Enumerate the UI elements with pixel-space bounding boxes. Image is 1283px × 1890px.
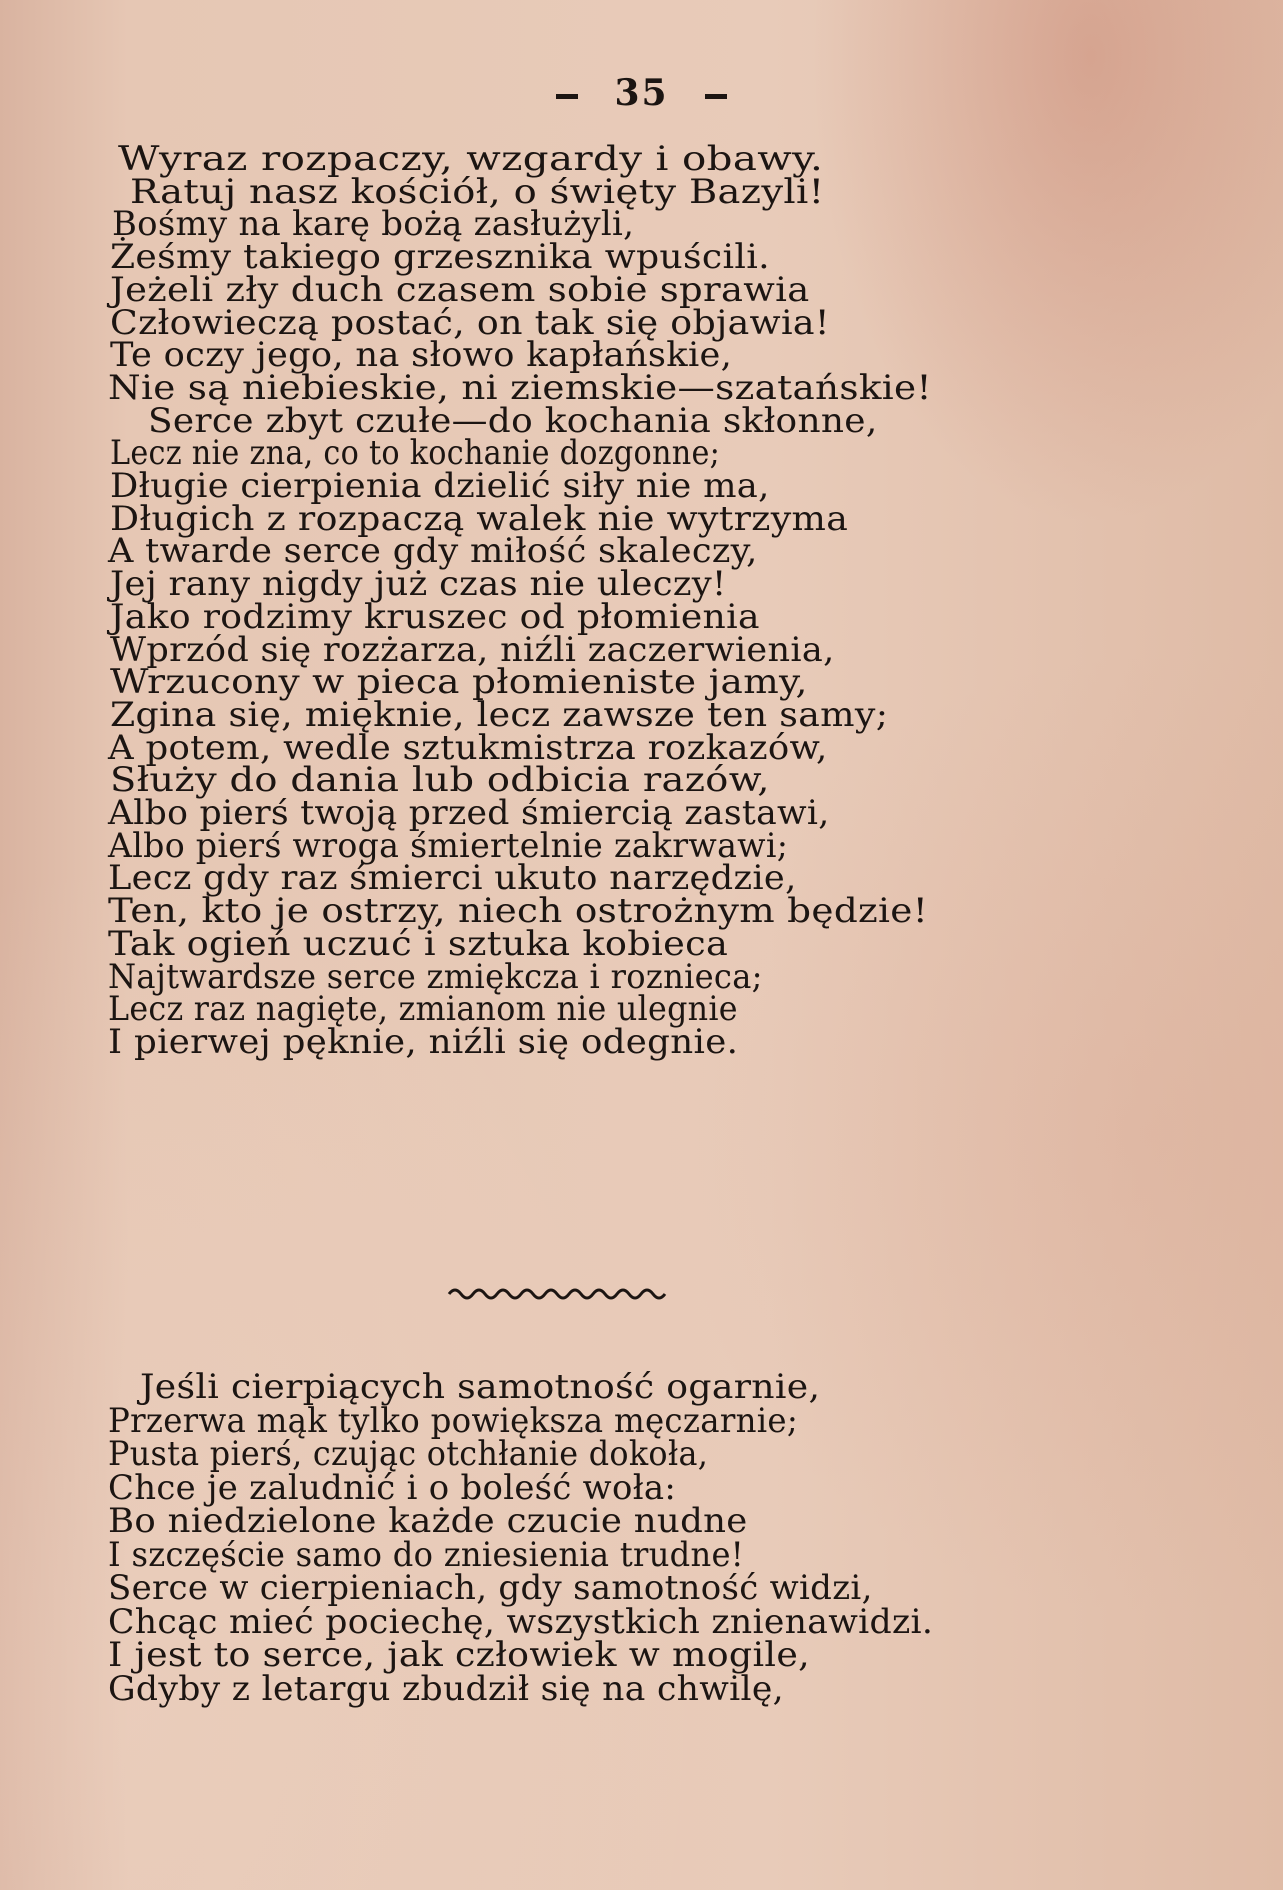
poem-line: Przerwa mąk tylko powiększa męczarnie; (108, 1400, 799, 1441)
poem-line: Zgina się, mięknie, lecz zawsze ten samy; (110, 694, 889, 735)
poem-line: Te oczy jego, na słowo kapłańskie, (110, 335, 733, 376)
poem-line: Wrzucony w pieca płomieniste jamy, (110, 662, 808, 703)
poem-line: Jako rodzimy kruszec od płomienia (110, 596, 760, 637)
poem-line: Serce w cierpieniach, gdy samotność widzi, (108, 1568, 873, 1608)
poem-line: Lecz nie zna, co to kochanie dozgonne; (110, 433, 721, 474)
poem-line: Najtwardsze serce zmiękcza i roznieca; (108, 956, 763, 997)
poem-line: Jej rany nigdy już czas nie uleczy! (110, 564, 727, 605)
poem-line: Chce je zaludnić i o boleść woła: (108, 1467, 677, 1508)
poem-line: Długie cierpienia dzielić siły nie ma, (110, 466, 770, 506)
poem-line: Lecz gdy raz śmierci ukuto narzędzie, (108, 858, 797, 899)
poem-line: Pusta pierś, czując otchłanie dokoła, (108, 1434, 709, 1474)
poem-line: I jest to serce, jak człowiek w mogile, (108, 1635, 811, 1675)
poem-line: Ratuj nasz kościół, o święty Bazyli! (130, 171, 825, 212)
poem-line: Służy do dania lub odbicia razów, (110, 760, 770, 801)
poem-line: Lecz raz nagięte, zmianom nie ulegnie (108, 989, 738, 1030)
poem-line: Jeśli cierpiących samotność ogarnie, (140, 1367, 821, 1407)
poem-line: Chcąc mieć pociechę, wszystkich znienawidzi. (108, 1601, 934, 1642)
poem-line: Serce zbyt czułe—do kochania skłonne, (148, 400, 878, 441)
poem-line: Tak ogień uczuć i sztuka kobieca (108, 923, 729, 964)
poem-line: Albo pierś wroga śmiertelnie zakrwawi; (108, 825, 789, 866)
poem-line: Nie są niebieskie, ni ziemskie—szatańskie! (108, 367, 932, 408)
poem-line: Wprzód się rozżarza, niźli zaczerwienia, (110, 629, 835, 670)
header-dash-right (705, 94, 727, 99)
poem-line: Albo pierś twoją przed śmiercią zastawi, (108, 793, 830, 833)
poem-line: Ten, kto je ostrzy, niech ostrożnym będzie! (108, 891, 929, 932)
ornament-divider (447, 1282, 667, 1306)
poem-line: Wyraz rozpaczy, wzgardy i obawy. (118, 139, 824, 179)
poem-line: Jeżeli zły duch czasem sobie sprawia (110, 269, 810, 310)
poem-line: Człowieczą postać, on tak się objawia! (110, 302, 830, 343)
poem-line: Długich z rozpaczą walek nie wytrzyma (110, 498, 849, 539)
page-number: 35 (614, 72, 669, 114)
poem-line: Bośmy na karę bożą zasłużyli, (112, 204, 635, 245)
poem-line: Żeśmy takiego grzesznika wpuścili. (110, 237, 770, 278)
page-header (0, 72, 1283, 114)
poem-line: I szczęście samo do zniesienia trudne! (108, 1534, 744, 1575)
poem-line: Bo niedzielone każde czucie nudne (108, 1501, 748, 1541)
poem-line: A twarde serce gdy miłość skaleczy, (108, 531, 758, 572)
poem-line: I pierwej pęknie, niźli się odegnie. (108, 1021, 739, 1062)
header-dash-left (556, 94, 578, 99)
poem-line: A potem, wedle sztukmistrza rozkazów, (108, 727, 828, 768)
poem-line: Gdyby z letargu zbudził się na chwilę, (108, 1668, 784, 1709)
